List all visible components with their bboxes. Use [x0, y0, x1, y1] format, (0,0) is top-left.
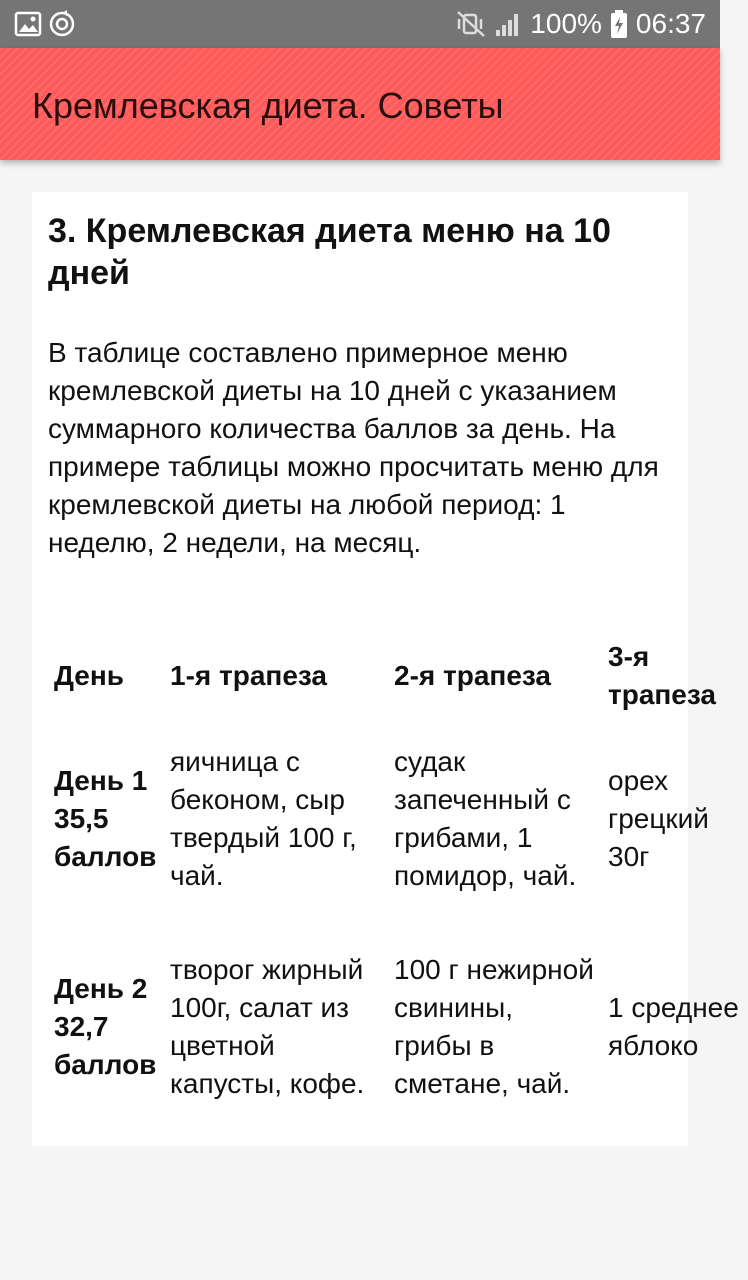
- article-paragraph: В таблице составлено примерное меню кремлевской диеты на 10 дней с указанием суммарного количества баллов за день. На примере таблицы можно просчитать меню для кремлевской диеты на любой период: 1 неделю, 2 недели, на месяц.: [48, 337, 659, 558]
- gallery-icon: [16, 13, 40, 35]
- status-right-icons: [456, 8, 706, 40]
- day-cell: [48, 914, 164, 1140]
- meal-2-cell: судак запеченный с грибами, 1 помидор, чай.: [394, 746, 577, 891]
- clock: 06:37: [635, 8, 706, 39]
- notification-icons: [14, 10, 104, 38]
- menu-table[interactable]: [48, 628, 748, 1140]
- status-bar: [0, 0, 720, 48]
- meal-3-cell: орех грецкий 30г: [608, 765, 709, 872]
- header-day: День: [54, 660, 124, 691]
- meal-1-cell: яичница с беконом, сыр твердый 100 г, чай.: [170, 746, 357, 891]
- day-points: 35,5 баллов: [54, 803, 157, 872]
- article-card[interactable]: [32, 192, 739, 1146]
- signal-icon: [494, 10, 522, 38]
- status-left-icons: [14, 10, 104, 38]
- app-title: Кремлевская диета. Советы: [32, 85, 504, 126]
- header-meal-3: 3-я трапеза: [608, 641, 716, 710]
- header-meal-2: 2-я трапеза: [394, 660, 552, 691]
- table-row: [48, 914, 748, 1140]
- table-header-row: [48, 628, 748, 724]
- meal-2-cell: 100 г нежирной свинины, грибы в сметане, чай.: [394, 954, 594, 1099]
- meal-3-cell: 1 среднее яблоко: [608, 992, 739, 1061]
- day-label: День 1: [54, 765, 148, 796]
- header-meal-1: 1-я трапеза: [170, 660, 328, 691]
- battery-percent: 100%: [530, 8, 602, 39]
- mute-vibrate-icon: [456, 10, 486, 38]
- sync-icon: [51, 10, 73, 35]
- day-cell: [48, 724, 164, 914]
- day-points: 32,7 баллов: [54, 1011, 157, 1080]
- day-label: День 2: [54, 973, 148, 1004]
- table-row: [48, 724, 748, 914]
- meal-1-cell: творог жирный 100г, салат из цветной капусты, кофе.: [170, 954, 365, 1099]
- app-bar: [0, 48, 720, 160]
- battery-charging-icon: [610, 9, 628, 39]
- article-title: 3. Кремлевская диета меню на 10 дней: [48, 212, 611, 292]
